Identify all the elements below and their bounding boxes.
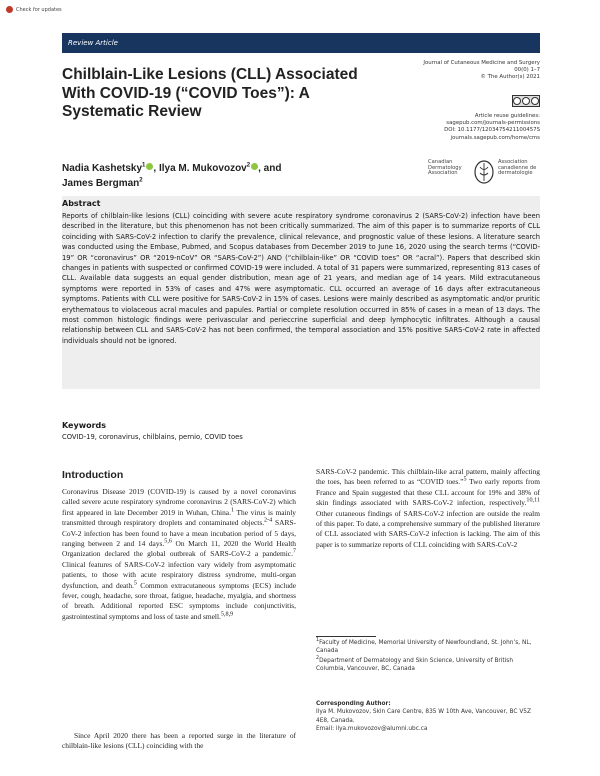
journal-name: Journal of Cutaneous Medicine and Surgery — [423, 60, 540, 66]
reuse-guidelines-link[interactable]: sagepub.com/journals-permissions — [446, 120, 540, 127]
society-emblem-icon — [473, 159, 495, 185]
footnote-divider — [316, 636, 376, 637]
check-for-updates-button[interactable] — [6, 6, 62, 13]
affiliations — [316, 639, 540, 675]
keywords-heading: Keywords — [62, 421, 107, 430]
keywords-text: COVID-19, coronavirus, chilblains, pernio, COVID toes — [62, 433, 243, 441]
check-for-updates-label: Check for updates — [16, 6, 62, 13]
corresponding-author-address: Ilya M. Mukovozov, Skin Care Centre, 835 W 10th Ave, Vancouver, BC V5Z 4E8, Canada. — [316, 709, 531, 724]
author-name[interactable]: Nadia Kashetsky — [62, 163, 143, 174]
abstract-text: Reports of chilblain-like lesions (CLL) coinciding with severe acute respiratory syndrome coronavirus 2 (SARS-CoV-2) infection have been described in the literature, but this phenomenon has not been critically summarized. The aim of this paper is to summarize reports of CLL coinciding with SARS-CoV-2 infection to clarify the prevalence, clinical relevance, and prognostic value of these lesions. A literature search was conducted using the Embase, Pubmed, and Scopus databases from December 2019 to June 16, 2020 using the search terms (“COVID-19” OR “coronavirus” OR “2019-nCoV” OR “SARS-CoV-2”) AND (“chilblain-like” OR “COVID toes” OR “acral”). Papers that described skin changes in patients with suspected or confirmed COVID-19 were included. A total of 31 papers were summarized, representing 813 cases of CLL. Available data suggests an equal gender distribution, mean age of 21 years, and median age of 14 years. Mild extracutaneous symptoms were reported in 53% of cases and 47% were asymptomatic. CLL occurred an average of 16 days after extracutaneous symptoms. Patients with CLL were positive for SARS-CoV-2 in 15% of cases. Lesions were mainly described as asymptomatic and/or pruritic erythematous to violaceous acral macules and papules. Partial or complete resolution occurred in 85% of cases in a mean of 13 days. The most common histologic findings were perivascular and perieccrine superficial and deep lymphocytic infiltrates. Although a causal relationship between CLL and SARS-CoV-2 has not been confirmed, the temporal association and 15% positive SARS-CoV-2 rate in affected individuals should not be ignored. — [62, 212, 540, 345]
orcid-icon[interactable] — [146, 163, 153, 170]
abstract-heading: Abstract — [62, 199, 101, 208]
author-name[interactable]: Ilya M. Mukovozov — [158, 163, 247, 174]
journal-pages: 00(0) 1–7 — [514, 67, 540, 74]
affiliation-1: $^1$Faculty of Medicine, Memorial University of Newfoundland, St. John’s, NL, Canada — [316, 638, 532, 655]
article-type-banner: Review Article — [62, 33, 540, 53]
introduction-paragraph-2: Since April 2020 there has been a reported surge in the literature of chilblain-like lesions (CLL) coinciding with the — [62, 731, 296, 751]
corresponding-author — [316, 700, 540, 734]
journal-site-link[interactable]: journals.sagepub.com/home/cms — [450, 134, 540, 141]
update-icon — [6, 6, 13, 13]
author-name[interactable]: James Bergman — [62, 178, 140, 189]
journal-info — [380, 60, 540, 141]
introduction-continued: SARS-CoV-2 pandemic. This chilblain-like acral pattern, mainly affecting the toes, has been referred to as “COVID toes.”$^5$ Two early reports from France and Spain suggested that these CLL account for 19% and 38% of skin findings associated with SARS-CoV-2 infection, respectively.$^{10,11}$ Other cutaneous findings of SARS-CoV-2 infection are outside the realm of this paper. To date, a comprehensive summary of the published literature of CLL associated with SARS-CoV-2 infection is lacking. The aim of this paper is to summarize reports of CLL coinciding with SARS-CoV-2 — [316, 467, 540, 549]
corresponding-author-email[interactable]: Email: ilya.mukovozov@alumni.ubc.ca — [316, 726, 428, 733]
introduction-heading: Introduction — [62, 469, 124, 481]
journal-copyright: © The Author(s) 2021 — [480, 74, 540, 81]
corresponding-author-heading: Corresponding Author: — [316, 701, 391, 707]
creative-commons-icon — [512, 95, 540, 107]
article-title: Chilblain-Like Lesions (CLL) Associated With COVID-19 (“COVID Toes”): A Systematic Review — [62, 66, 358, 120]
introduction-paragraph: Coronavirus Disease 2019 (COVID-19) is caused by a novel coronavirus called severe acute respiratory syndrome coronavirus 2 (SARS-CoV-2) which first appeared in late December 2019 in Wuhan, China.$^1$ The virus is mainly transmitted through respiratory droplets and contaminated objects.$^{2-4}$ SARS-CoV-2 infection has been found to have a mean incubation period of 5 days, ranging between 2 and 14 days.$^{5,6}$ On March 11, 2020 the World Health Organization declared the global outbreak of SARS-CoV-2 a pandemic.$^7$ Clinical features of SARS-CoV-2 infection vary widely from asymptomatic patients, to those with acute respiratory distress syndrome, multi-organ dysfunction, and death.$^5$ Common extracutaneous symptoms (ECS) include fever, cough, headache, sore throat, fatigue, headache, myalgia, and shortness of breath. Additional reported ESC symptoms include conjunctivitis, gastrointestinal symptoms and loss of taste and smell.$^{5,8,9}$ — [62, 487, 296, 621]
affiliation-2: $^2$Department of Dermatology and Skin Science, University of British Columbia, Vancouver, BC, Canada — [316, 655, 514, 673]
reuse-guidelines-label: Article reuse guidelines: — [474, 113, 540, 119]
society-logo: Canadian Dermatology Association Association canadienne de dermatologie — [428, 158, 540, 188]
author-list: Nadia Kashetsky$^1$ , Ilya M. Mukovozov$^2$ , and James Bergman$^2$ — [62, 162, 282, 189]
doi[interactable]: DOI: 10.1177/1203475421100457S — [444, 127, 540, 134]
